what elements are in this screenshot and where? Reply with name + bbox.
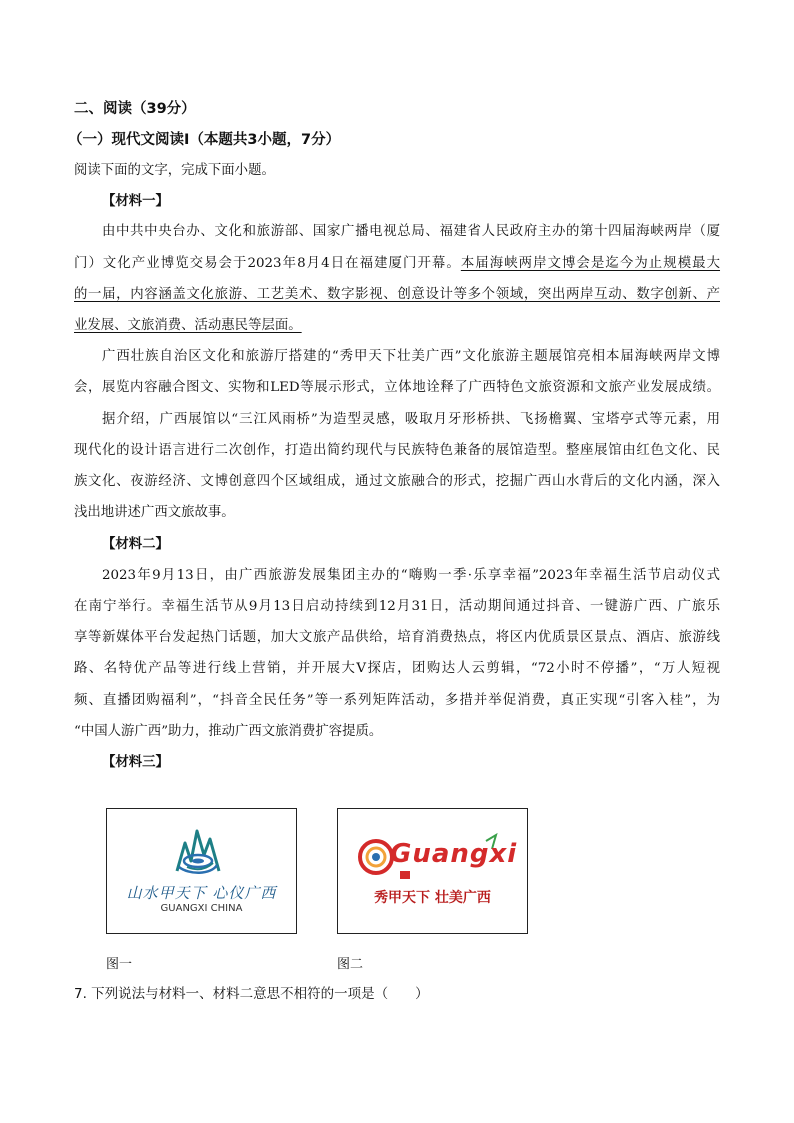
material2-line3: 享等新媒体平台发起热门话题，加大文旅产品供给，培育消费热点，将区内优质景区景点、酒店、旅游线 (74, 630, 720, 645)
material1-label: 【材料一】 (102, 194, 169, 209)
material1-p3-line1: 据介绍，广西展馆以“三江风雨桥”为造型灵感，吸取月牙形桥拱、飞扬檐翼、宝塔亭式等元素，用 (102, 412, 720, 427)
material1-p3-line3: 族文化、夜游经济、文博创意四个区域组成，通过文旅融合的形式，挖掘广西山水背后的文化内涵，深入 (74, 474, 720, 489)
figure1-caption: 图一 (106, 957, 133, 972)
material2-line2: 在南宁举行。幸福生活节从9月13日启动持续到12月31日，活动期间通过抖音、一键游广西、广旅乐 (74, 599, 720, 614)
material1-p1-line3: 的一届，内容涵盖文化旅游、工艺美术、数字影视、创意设计等多个领域，突出两岸互动、数字创新、产 (74, 287, 720, 302)
material1-p2-line2: 会，展览内容融合图文、实物和LED等展示形式，立体地诠释了广西特色文旅资源和文旅产业发展成绩。 (74, 380, 720, 395)
material1-p1-line4: 业发展、文旅消费、活动惠民等层面。 (74, 318, 302, 333)
material2-line5: 频、直播团购福利”，“抖音全民任务”等一系列矩阵活动，多措并举促消费，真正实现“引客入桂”，为 (74, 693, 720, 708)
figure2-wordmark: Guangxi (390, 839, 518, 869)
material2-line4: 路、名特优产品等进行线上营销，并开展大V探店，团购达人云剪辑，“72小时不停播”，“万人短视 (74, 661, 720, 676)
subsection-title: （一）现代文阅读Ⅰ（本题共3小题，7分） (68, 132, 341, 148)
figure2-logo-box (337, 808, 528, 934)
material2-line1: 2023年9月13日，由广西旅游发展集团主办的“嗨购一季·乐享幸福”2023年幸福生活节启动仪式 (102, 568, 720, 583)
figure2-slogan: 秀甲天下 壮美广西 (374, 890, 491, 906)
question-7: 7. 下列说法与材料一、材料二意思不相符的一项是（ ） (74, 986, 429, 1002)
guangxi-mountain-logo-icon (107, 809, 296, 933)
figure2-caption: 图二 (337, 957, 364, 972)
material1-p1-line2: 门）文化产业博览交易会于2023年8月4日在福建厦门开幕。本届海峡两岸文博会是迄今为止规模最大 (74, 256, 721, 271)
material2-line6: “中国人游广西”助力，推动广西文旅消费扩容提质。 (74, 724, 383, 739)
guangxi-colorful-logo-icon (338, 809, 527, 933)
material1-p3-line4: 浅出地讲述广西文旅故事。 (74, 505, 235, 520)
material1-p3-line2: 现代化的设计语言进行二次创作，打造出简约现代与民族特色兼备的展馆造型。整座展馆由红色文化、民 (74, 443, 720, 458)
section-title: 二、阅读（39分） (74, 101, 196, 117)
instruction: 阅读下面的文字，完成下面小题。 (74, 163, 275, 178)
material1-p1-line1: 由中共中央台办、文化和旅游部、国家广播电视总局、福建省人民政府主办的第十四届海峡两岸（厦 (102, 224, 720, 239)
material1-p2-line1: 广西壮族自治区文化和旅游厅搭建的“秀甲天下壮美广西”文化旅游主题展馆亮相本届海峡两岸文博 (102, 349, 720, 364)
figure1-logo-box (106, 808, 297, 934)
figure1-english: GUANGXI CHINA (160, 903, 243, 914)
material3-label: 【材料三】 (102, 755, 169, 770)
material2-label: 【材料二】 (102, 537, 169, 552)
figure1-slogan: 山水甲天下 心仪广西 (126, 884, 277, 902)
